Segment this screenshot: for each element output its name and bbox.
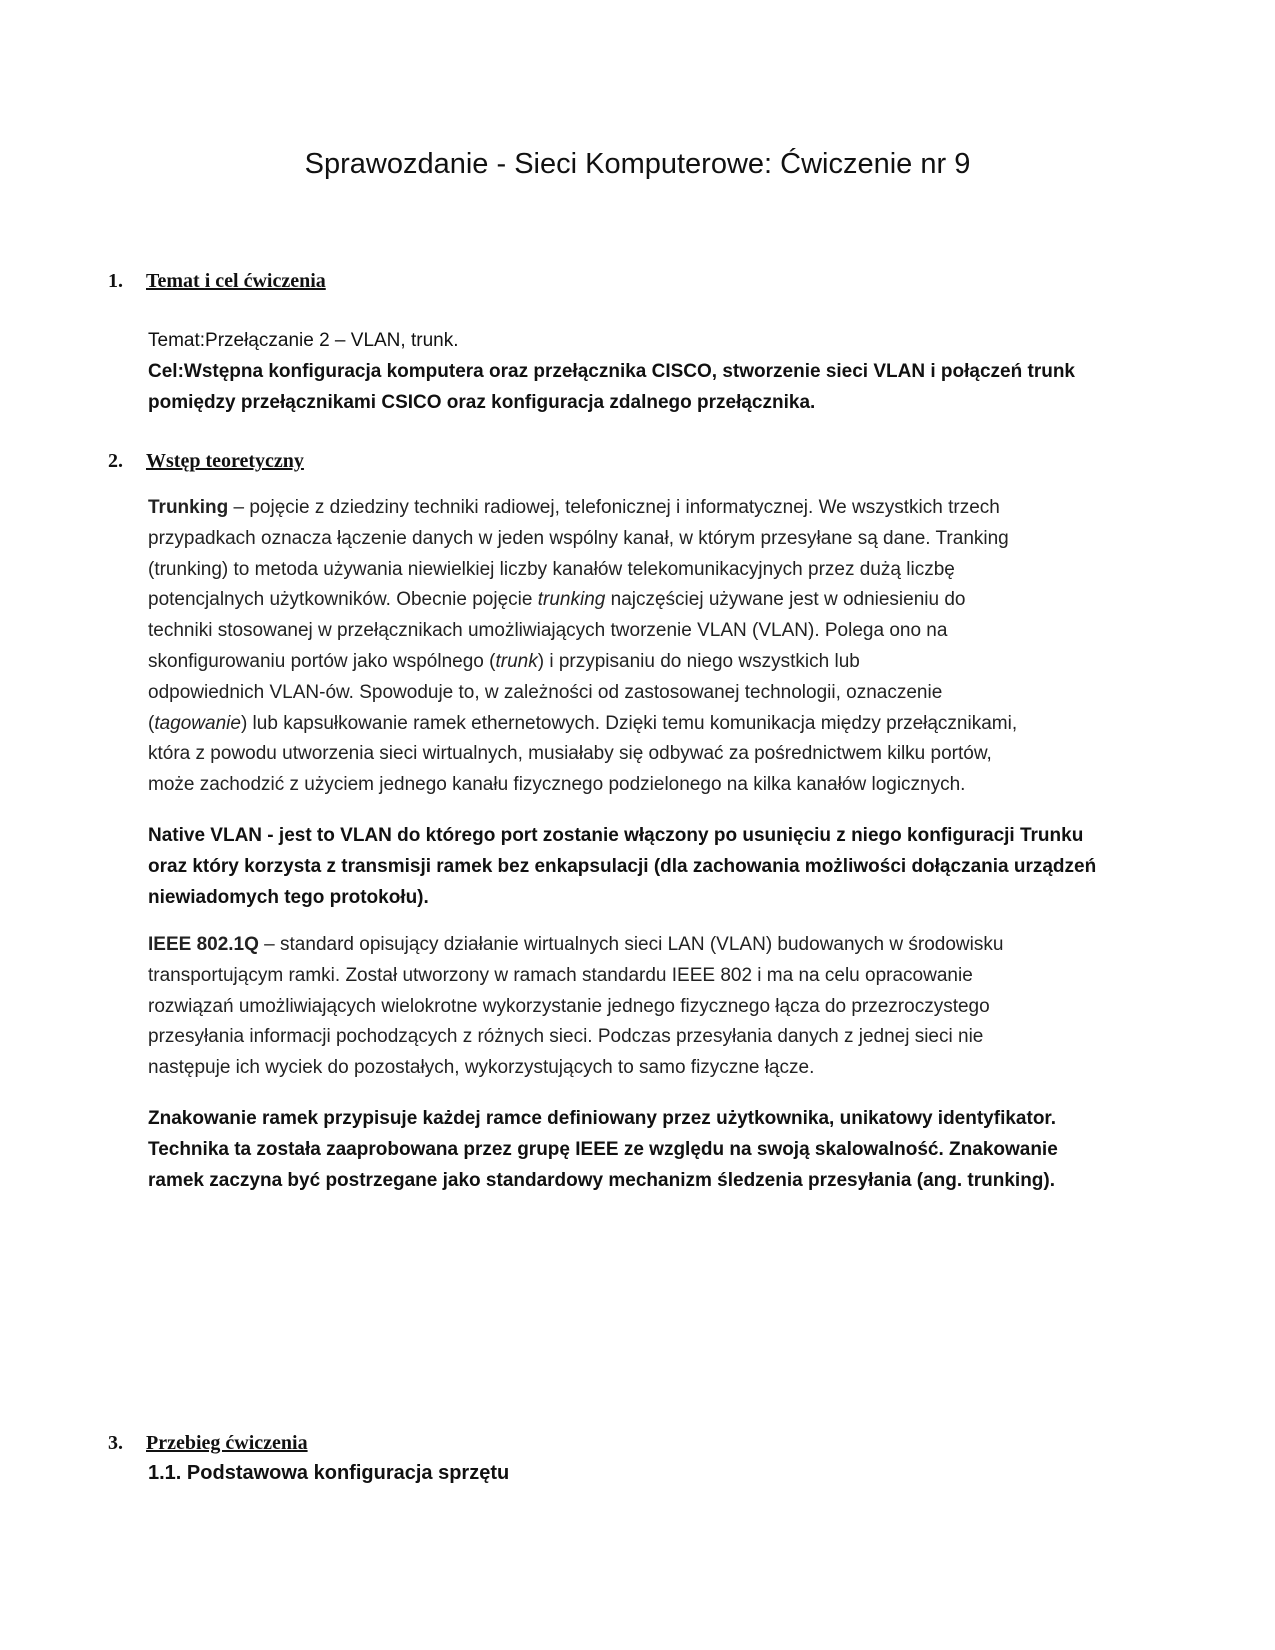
trunking-paragraph	[148, 493, 1138, 801]
ieee-line-1: IEEE 802.1Q – standard opisujący działanie wirtualnych sieci LAN (VLAN) budowanych w środowisku	[148, 934, 1004, 955]
trunking-line-8: (tagowanie) lub kapsułkowanie ramek ethernetowych. Dzięki temu komunikacja między przełącznikami,	[148, 712, 1018, 734]
ieee-line-2: transportującym ramki. Został utworzony w ramach standardu IEEE 802 i ma na celu opracowanie	[148, 964, 973, 986]
trunking-line-2: przypadkach oznacza łączenie danych w jeden wspólny kanał, w którym przesyłane są dane. Tranking	[148, 527, 1009, 549]
native-vlan-line-2: oraz który korzysta z transmisji ramek bez enkapsulacji (dla zachowania możliwości dołączania urządzeń	[148, 856, 1097, 877]
trunking-line-6: skonfigurowaniu portów jako wspólnego (trunk) i przypisaniu do niego wszystkich lub	[148, 650, 860, 672]
section-1-title: Temat i cel ćwiczenia	[146, 270, 326, 292]
section-1-number: 1.	[108, 270, 123, 292]
trunking-line-10: może zachodzić z użyciem jednego kanału fizycznego podzielonego na kilka kanałów logicznych.	[148, 774, 966, 796]
topic-line: Temat:Przełączanie 2 – VLAN, trunk.	[148, 330, 459, 351]
trunking-line-5: techniki stosowanej w przełącznikach umożliwiających tworzenie VLAN (VLAN). Polega ono na	[148, 620, 948, 642]
section-2-number: 2.	[108, 450, 123, 472]
tagging-paragraph	[148, 1103, 1138, 1196]
goal-line-1: Cel:Wstępna konfiguracja komputera oraz przełącznika CISCO, stworzenie sieci VLAN i połączeń trunk	[148, 361, 1076, 382]
document-title: Sprawozdanie - Sieci Komputerowe: Ćwiczenie nr 9	[304, 148, 971, 180]
tagging-line-3: ramek zaczyna być postrzegane jako standardowy mechanizm śledzenia przesyłania (ang. trunking).	[148, 1170, 1056, 1191]
trunking-term: Trunking	[148, 497, 229, 518]
section-3-number: 3.	[108, 1432, 123, 1454]
section-2-title: Wstęp teoretyczny	[146, 450, 304, 472]
subsection-heading: 1.1. Podstawowa konfiguracja sprzętu	[148, 1462, 510, 1484]
ieee-line-3: rozwiązań umożliwiających wielokrotne wykorzystanie jednego fizycznego łącza do przezroczystego	[148, 995, 990, 1017]
goal-line-2: pomiędzy przełącznikami CSICO oraz konfiguracja zdalnego przełącznika.	[148, 392, 816, 413]
native-vlan-paragraph	[148, 820, 1138, 913]
trunking-line-1: Trunking – pojęcie z dziedziny techniki radiowej, telefonicznej i informatycznej. We wszystkich trzech	[148, 497, 1000, 518]
trunking-line-7: odpowiednich VLAN-ów. Spowoduje to, w zależności od zastosowanej technologii, oznaczenie	[148, 681, 943, 703]
tagging-line-2: Technika ta została zaaprobowana przez grupę IEEE ze względu na swoją skalowalność. Znakowanie	[148, 1139, 1058, 1160]
ieee-line-4: przesyłania informacji pochodzących z różnych sieci. Podczas przesyłania danych z jednej sieci nie	[148, 1026, 984, 1048]
native-vlan-line-1: Native VLAN - jest to VLAN do którego port zostanie włączony po usunięciu z niego konfiguracji Trunku	[148, 825, 1084, 846]
ieee-paragraph	[148, 930, 1138, 1084]
section-3-title: Przebieg ćwiczenia	[146, 1432, 308, 1454]
native-vlan-line-3: niewiadomych tego protokołu).	[148, 887, 429, 908]
trunking-line-4: potencjalnych użytkowników. Obecnie pojęcie trunking najczęściej używane jest w odniesieniu do	[148, 589, 966, 611]
section-1-heading	[108, 270, 326, 293]
tagging-line-1: Znakowanie ramek przypisuje każdej ramce definiowany przez użytkownika, unikatowy identyfikator.	[148, 1108, 1057, 1129]
section-3-heading	[108, 1432, 308, 1455]
section-2-heading	[108, 450, 304, 473]
ieee-line-5: następuje ich wyciek do pozostałych, wykorzystujących to samo fizyczne łącze.	[148, 1057, 815, 1079]
ieee-term: IEEE 802.1Q	[148, 934, 259, 955]
trunking-line-9: która z powodu utworzenia sieci wirtualnych, musiałaby się odbywać za pośrednictwem kilku portów,	[148, 743, 992, 765]
section-1-body	[148, 325, 1138, 418]
trunking-line-3: (trunking) to metoda używania niewielkiej liczby kanałów telekomunikacyjnych przez dużą liczbę	[148, 558, 955, 580]
